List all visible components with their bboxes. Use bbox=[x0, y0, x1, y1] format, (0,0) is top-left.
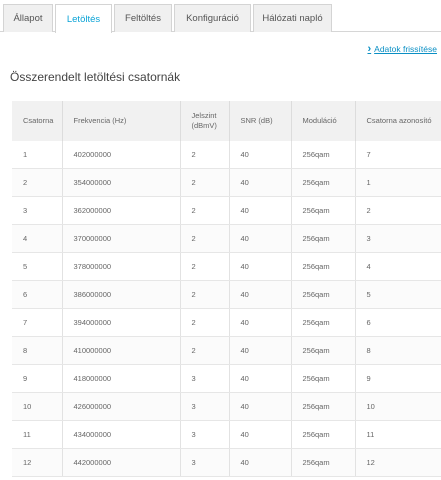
cell-channel-id: 1 bbox=[355, 169, 441, 197]
cell-power: 3 bbox=[180, 393, 229, 421]
cell-snr: 40 bbox=[229, 309, 291, 337]
cell-channel: 12 bbox=[12, 449, 62, 477]
downstream-channel-table bbox=[12, 101, 441, 477]
cell-channel-id: 7 bbox=[355, 141, 441, 169]
cell-channel-id: 10 bbox=[355, 393, 441, 421]
cell-frequency: 418000000 bbox=[62, 365, 180, 393]
cell-modulation: 256qam bbox=[291, 393, 355, 421]
cell-snr: 40 bbox=[229, 393, 291, 421]
cell-channel: 5 bbox=[12, 253, 62, 281]
cell-power: 2 bbox=[180, 169, 229, 197]
cell-channel-id: 2 bbox=[355, 197, 441, 225]
table-header-row bbox=[12, 101, 441, 141]
cell-frequency: 410000000 bbox=[62, 337, 180, 365]
cell-modulation: 256qam bbox=[291, 225, 355, 253]
cell-power: 2 bbox=[180, 337, 229, 365]
cell-snr: 40 bbox=[229, 253, 291, 281]
cell-power: 2 bbox=[180, 225, 229, 253]
cell-power: 2 bbox=[180, 141, 229, 169]
cell-channel: 6 bbox=[12, 281, 62, 309]
cell-channel: 8 bbox=[12, 337, 62, 365]
refresh-link[interactable] bbox=[367, 43, 437, 55]
cell-power: 2 bbox=[180, 309, 229, 337]
cell-channel: 3 bbox=[12, 197, 62, 225]
cell-channel: 11 bbox=[12, 421, 62, 449]
cell-modulation: 256qam bbox=[291, 365, 355, 393]
cell-snr: 40 bbox=[229, 225, 291, 253]
cell-frequency: 434000000 bbox=[62, 421, 180, 449]
cell-channel-id: 3 bbox=[355, 225, 441, 253]
downstream-channel-table-wrap bbox=[12, 101, 441, 477]
header-csatorna-azonosito: Csatorna azonosító bbox=[355, 101, 441, 141]
table-row bbox=[12, 141, 441, 169]
cell-snr: 40 bbox=[229, 197, 291, 225]
cell-frequency: 402000000 bbox=[62, 141, 180, 169]
cell-channel: 7 bbox=[12, 309, 62, 337]
table-row bbox=[12, 365, 441, 393]
cell-frequency: 378000000 bbox=[62, 253, 180, 281]
cell-channel: 2 bbox=[12, 169, 62, 197]
header-snr: SNR (dB) bbox=[229, 101, 291, 141]
cell-channel-id: 5 bbox=[355, 281, 441, 309]
table-row bbox=[12, 309, 441, 337]
cell-power: 3 bbox=[180, 421, 229, 449]
refresh-label: Adatok frissítése bbox=[374, 44, 437, 54]
cell-channel: 4 bbox=[12, 225, 62, 253]
cell-frequency: 370000000 bbox=[62, 225, 180, 253]
cell-channel-id: 6 bbox=[355, 309, 441, 337]
cell-channel: 1 bbox=[12, 141, 62, 169]
cell-power: 2 bbox=[180, 197, 229, 225]
cell-power: 2 bbox=[180, 253, 229, 281]
cell-power: 3 bbox=[180, 365, 229, 393]
cell-frequency: 386000000 bbox=[62, 281, 180, 309]
table-row bbox=[12, 253, 441, 281]
cell-frequency: 362000000 bbox=[62, 197, 180, 225]
table-row bbox=[12, 169, 441, 197]
cell-modulation: 256qam bbox=[291, 253, 355, 281]
header-frekvencia: Frekvencia (Hz) bbox=[62, 101, 180, 141]
tab-feltoltes[interactable]: Feltöltés bbox=[114, 4, 172, 32]
cell-modulation: 256qam bbox=[291, 337, 355, 365]
cell-snr: 40 bbox=[229, 365, 291, 393]
cell-snr: 40 bbox=[229, 449, 291, 477]
table-row bbox=[12, 225, 441, 253]
header-modulacio: Moduláció bbox=[291, 101, 355, 141]
cell-snr: 40 bbox=[229, 281, 291, 309]
cell-snr: 40 bbox=[229, 337, 291, 365]
table-row bbox=[12, 197, 441, 225]
cell-channel-id: 8 bbox=[355, 337, 441, 365]
cell-modulation: 256qam bbox=[291, 169, 355, 197]
cell-modulation: 256qam bbox=[291, 281, 355, 309]
tab-halozati-naplo[interactable]: Hálózati napló bbox=[253, 4, 332, 32]
table-row bbox=[12, 281, 441, 309]
cell-channel-id: 9 bbox=[355, 365, 441, 393]
cell-modulation: 256qam bbox=[291, 309, 355, 337]
header-jelszint: Jelszint (dBmV) bbox=[180, 101, 229, 141]
cell-snr: 40 bbox=[229, 421, 291, 449]
cell-modulation: 256qam bbox=[291, 197, 355, 225]
cell-channel-id: 11 bbox=[355, 421, 441, 449]
table-row bbox=[12, 421, 441, 449]
cell-frequency: 442000000 bbox=[62, 449, 180, 477]
tab-allapot[interactable]: Állapot bbox=[3, 4, 53, 32]
table-body bbox=[12, 141, 441, 477]
tab-konfiguracio[interactable]: Konfiguráció bbox=[174, 4, 251, 32]
header-csatorna: Csatorna bbox=[12, 101, 62, 141]
cell-frequency: 426000000 bbox=[62, 393, 180, 421]
tab-bar bbox=[0, 0, 441, 32]
tab-letoltes[interactable]: Letöltés bbox=[55, 4, 112, 33]
cell-frequency: 394000000 bbox=[62, 309, 180, 337]
cell-power: 3 bbox=[180, 449, 229, 477]
cell-channel: 9 bbox=[12, 365, 62, 393]
cell-channel-id: 12 bbox=[355, 449, 441, 477]
section-title: Összerendelt letöltési csatornák bbox=[10, 70, 181, 84]
cell-modulation: 256qam bbox=[291, 421, 355, 449]
cell-channel: 10 bbox=[12, 393, 62, 421]
cell-frequency: 354000000 bbox=[62, 169, 180, 197]
table-row bbox=[12, 393, 441, 421]
table-row bbox=[12, 449, 441, 477]
cell-modulation: 256qam bbox=[291, 449, 355, 477]
cell-channel-id: 4 bbox=[355, 253, 441, 281]
cell-power: 2 bbox=[180, 281, 229, 309]
cell-modulation: 256qam bbox=[291, 141, 355, 169]
cell-snr: 40 bbox=[229, 169, 291, 197]
chevron-right-icon: › bbox=[367, 43, 372, 55]
table-row bbox=[12, 337, 441, 365]
cell-snr: 40 bbox=[229, 141, 291, 169]
